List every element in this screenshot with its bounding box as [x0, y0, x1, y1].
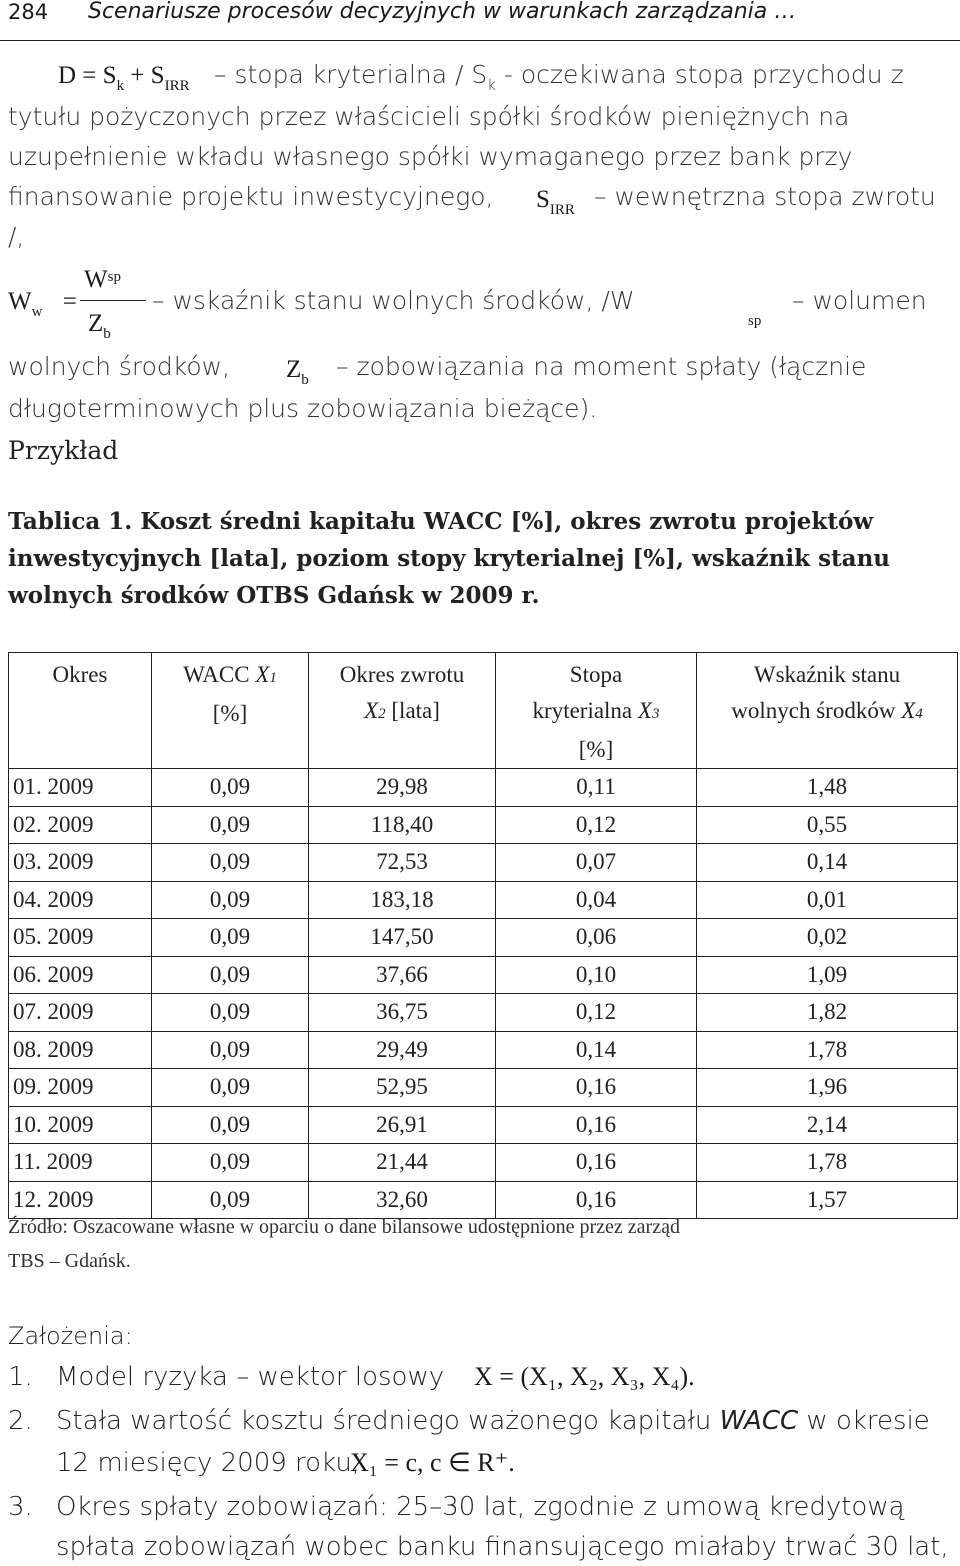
- table-cell: 0,16: [496, 1181, 697, 1219]
- table-cell: 36,75: [309, 994, 496, 1032]
- list-item-text: 12 miesięcy 2009 roku,: [56, 1448, 361, 1478]
- table-cell: 0,12: [496, 994, 697, 1032]
- header-okres-zwrotu: Okres zwrotu X2 [lata]: [309, 653, 496, 769]
- list-number: 3.: [8, 1492, 33, 1522]
- table-row: [9, 806, 958, 844]
- formula-x-vector: X = (X₁, X₂, X₃, X₄).: [474, 1362, 695, 1391]
- table-cell: 0,11: [496, 769, 697, 807]
- header-wacc: WACC X1 [%]: [152, 653, 309, 769]
- table-row: [9, 1069, 958, 1107]
- header-wskaznik: Wskaźnik stanu wolnych środków X4: [697, 653, 958, 769]
- table-row: [9, 844, 958, 882]
- header-okres: Okres: [9, 653, 152, 769]
- table-row: [9, 919, 958, 957]
- table-cell: 0,16: [496, 1069, 697, 1107]
- list-item-text: Okres spłaty zobowiązań: 25–30 lat, zgodnie z umową kredytową: [56, 1492, 905, 1522]
- table-row: [9, 769, 958, 807]
- source-note: Źródło: Oszacowane własne w oparciu o dane bilansowe udostępnione przez zarząd: [8, 1216, 680, 1238]
- list-number: 1.: [8, 1362, 33, 1392]
- table-cell: 0,14: [697, 844, 958, 882]
- table-cell: 26,91: [309, 1106, 496, 1144]
- table-cell: 0,55: [697, 806, 958, 844]
- page-number: 284: [8, 0, 49, 24]
- table-cell: 0,09: [152, 994, 309, 1032]
- fraction-denominator: $Z_b$: [88, 310, 111, 342]
- formula-x1: X₁ = c, c ∈ R⁺.: [350, 1448, 515, 1477]
- table-cell: 0,16: [496, 1144, 697, 1182]
- assumptions-title: Założenia:: [8, 1322, 133, 1350]
- formula-sirr: $S_{IRR}$: [536, 186, 575, 218]
- table-caption-line: wolnych środków OTBS Gdańsk w 2009 r.: [8, 582, 540, 609]
- table-caption-line: Tablica 1. Koszt średni kapitału WACC [%], okres zwrotu projektów: [8, 508, 874, 535]
- example-heading: Przykład: [8, 436, 119, 465]
- table-row: [9, 881, 958, 919]
- paragraph-line: tytułu pożyczonych przez właścicieli spółki środków pieniężnych na: [8, 102, 850, 131]
- paragraph-line: finansowanie projektu inwestycyjnego,: [8, 182, 494, 211]
- table-cell: 21,44: [309, 1144, 496, 1182]
- table-cell: 0,06: [496, 919, 697, 957]
- table-cell: 183,18: [309, 881, 496, 919]
- table-cell: 10. 2009: [9, 1106, 152, 1144]
- paragraph-line: – wolumen: [792, 286, 927, 315]
- table-cell: 0,09: [152, 1181, 309, 1219]
- table-cell: 04. 2009: [9, 881, 152, 919]
- fraction-bar: [80, 300, 146, 301]
- formula-ww: $W_w$ =: [8, 288, 77, 320]
- table-cell: 0,09: [152, 769, 309, 807]
- table-cell: 0,04: [496, 881, 697, 919]
- fraction-numerator: $W^{sp}$: [84, 266, 121, 293]
- table-caption-line: inwestycyjnych [lata], poziom stopy kryterialnej [%], wskaźnik stanu: [8, 545, 891, 572]
- table-cell: 05. 2009: [9, 919, 152, 957]
- table-cell: 0,10: [496, 956, 697, 994]
- table-cell: 0,14: [496, 1031, 697, 1069]
- table-cell: 0,09: [152, 806, 309, 844]
- table-cell: 29,49: [309, 1031, 496, 1069]
- table-cell: 07. 2009: [9, 994, 152, 1032]
- table-cell: 0,01: [697, 881, 958, 919]
- table-cell: 0,12: [496, 806, 697, 844]
- table-cell: 0,09: [152, 1144, 309, 1182]
- table-cell: 1,57: [697, 1181, 958, 1219]
- table-cell: 06. 2009: [9, 956, 152, 994]
- paragraph-line: /,: [8, 222, 25, 251]
- table-header-row: [9, 653, 958, 769]
- table-cell: 0,16: [496, 1106, 697, 1144]
- formula-d: $D = S_k + S_{IRR}$: [58, 62, 190, 94]
- header-stopa: Stopa kryterialna X3 [%]: [496, 653, 697, 769]
- table-cell: 1,82: [697, 994, 958, 1032]
- table-cell: 0,09: [152, 956, 309, 994]
- running-title: Scenariusze procesów decyzyjnych w warunkach zarządzania …: [88, 0, 797, 24]
- table-cell: 1,96: [697, 1069, 958, 1107]
- paragraph-line: – stopa kryterialna / $S_k$ - oczekiwana stopa przychodu z: [214, 60, 904, 94]
- table-cell: 1,78: [697, 1144, 958, 1182]
- table-row: [9, 1144, 958, 1182]
- table-cell: 0,09: [152, 881, 309, 919]
- table-cell: 12. 2009: [9, 1181, 152, 1219]
- table-row: [9, 1031, 958, 1069]
- table-cell: 09. 2009: [9, 1069, 152, 1107]
- table-cell: 72,53: [309, 844, 496, 882]
- page-header: [0, 0, 960, 41]
- table-cell: 02. 2009: [9, 806, 152, 844]
- table-row: [9, 956, 958, 994]
- paragraph-line: [58, 60, 190, 94]
- paragraph-line: – zobowiązania na moment spłaty (łącznie: [336, 352, 867, 381]
- paragraph-line: – wskaźnik stanu wolnych środków, /W: [152, 286, 635, 315]
- table-cell: 0,09: [152, 1106, 309, 1144]
- table-cell: 03. 2009: [9, 844, 152, 882]
- data-table: [8, 652, 958, 1219]
- table-cell: 01. 2009: [9, 769, 152, 807]
- list-number: 2.: [8, 1406, 33, 1436]
- source-note: TBS – Gdańsk.: [8, 1250, 131, 1272]
- table-cell: 52,95: [309, 1069, 496, 1107]
- table-cell: 147,50: [309, 919, 496, 957]
- subscript: sp: [748, 313, 762, 329]
- table-cell: 2,14: [697, 1106, 958, 1144]
- table-cell: 1,09: [697, 956, 958, 994]
- table-cell: 0,07: [496, 844, 697, 882]
- paragraph-line: – wewnętrzna stopa zwrotu: [594, 182, 936, 211]
- table-row: [9, 1106, 958, 1144]
- paragraph-line: wolnych środków,: [8, 352, 231, 381]
- table-cell: 0,09: [152, 1069, 309, 1107]
- table-cell: 29,98: [309, 769, 496, 807]
- table-cell: 118,40: [309, 806, 496, 844]
- table-cell: 0,02: [697, 919, 958, 957]
- table-cell: 37,66: [309, 956, 496, 994]
- formula-zb: $Z_b$: [286, 356, 309, 388]
- table-cell: 0,09: [152, 844, 309, 882]
- table-cell: 0,09: [152, 919, 309, 957]
- table-row: [9, 1181, 958, 1219]
- table-cell: 1,78: [697, 1031, 958, 1069]
- table-cell: 08. 2009: [9, 1031, 152, 1069]
- table-cell: 0,09: [152, 1031, 309, 1069]
- table-row: [9, 994, 958, 1032]
- table-cell: 11. 2009: [9, 1144, 152, 1182]
- paragraph-line: uzupełnienie wkładu własnego spółki wymaganego przez bank przy: [8, 142, 853, 171]
- list-item-text: Stała wartość kosztu średniego ważonego kapitału WACC w okresie: [56, 1406, 930, 1436]
- table-cell: 1,48: [697, 769, 958, 807]
- list-item-text: spłata zobowiązań wobec banku finansującego miałaby trwać 30 lat,: [56, 1532, 949, 1562]
- paragraph-line: długoterminowych plus zobowiązania bieżące).: [8, 394, 598, 423]
- list-item-text: Model ryzyka – wektor losowy: [56, 1362, 445, 1392]
- table-cell: 32,60: [309, 1181, 496, 1219]
